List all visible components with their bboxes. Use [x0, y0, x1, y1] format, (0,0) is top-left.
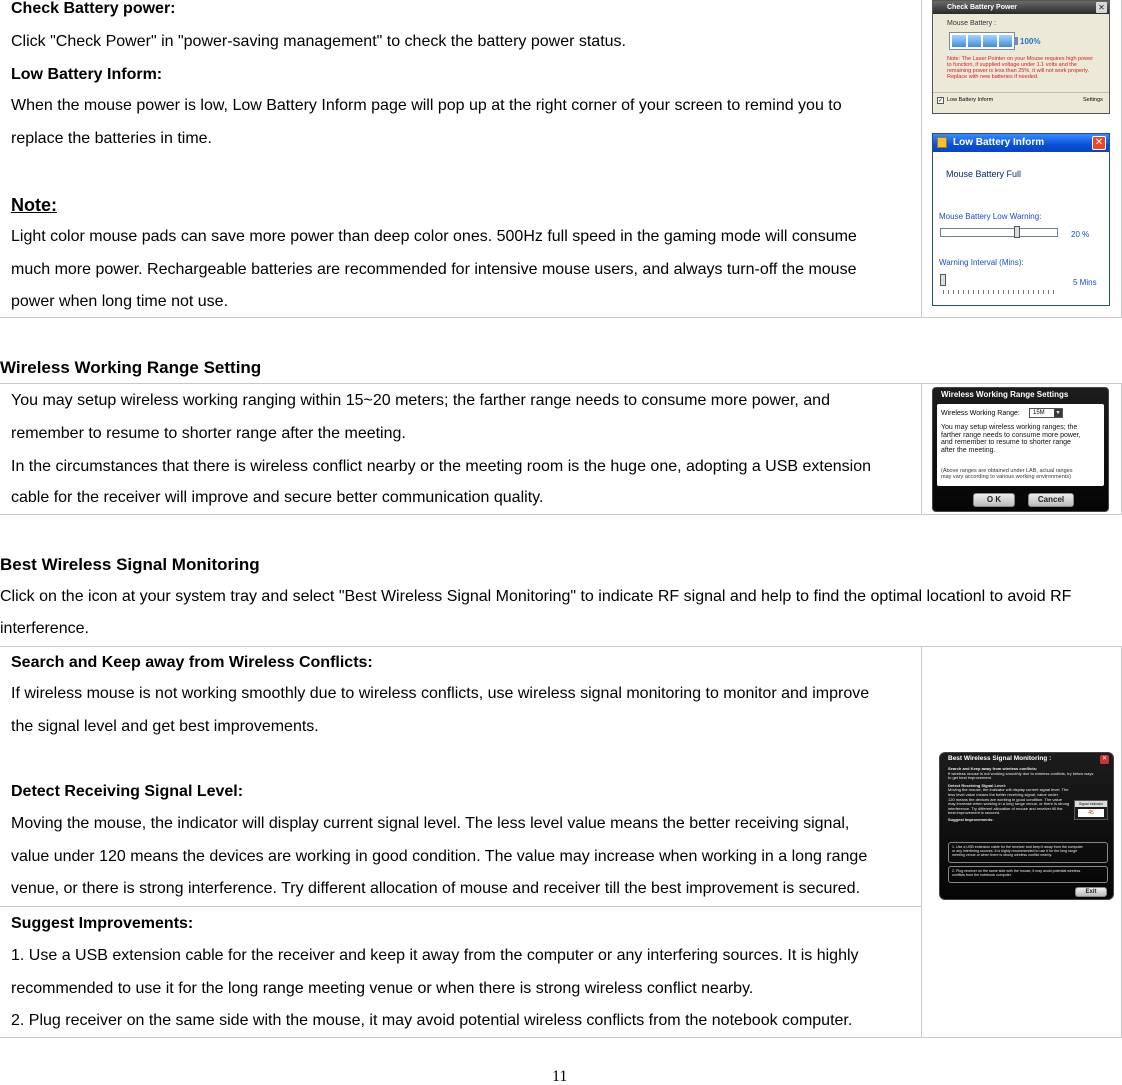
cancel-button[interactable]: Cancel [1028, 493, 1074, 507]
suggest-box [948, 842, 1108, 863]
range-text: remember to resume to shorter range after the meeting. [11, 425, 406, 442]
range-dialog [932, 387, 1109, 512]
suggest-text: recommended to use it for the long range meeting venue or when there is strong wireless conflict nearby. [11, 980, 754, 997]
check-battery-dialog [932, 0, 1110, 114]
suggest-text: 2. Plug receiver on the same side with the mouse, it may avoid potential wireless conflicts from the notebook computer. [11, 1012, 853, 1029]
check-battery-text: Click "Check Power" in "power-saving management" to check the battery power status. [11, 33, 626, 50]
table-divider [921, 0, 922, 318]
note-text: much more power. Rechargeable batteries are recommended for intensive mouse users, and always turn-off the mouse [11, 261, 857, 278]
range-dialog-footnote: (Above ranges are obtained under LAB, actual ranges [941, 468, 1073, 474]
signal-dialog-text: 2. Plug receiver on the same side with the mouse, it may avoid potential wireless [952, 869, 1081, 873]
note-heading: Note: [11, 195, 57, 215]
note-text: power when long time not use. [11, 293, 229, 310]
range-dialog-text: You may setup wireless working ranges; the [941, 424, 1078, 431]
signal-dialog-text: If wireless mouse is not working smoothly due to wireless conflicts, try below ways [948, 770, 1094, 776]
signal-dialog-text: 120 means the devices are working in good condition. The value [948, 796, 1062, 802]
signal-dialog-text: or any interfering sources. It is highly recommended to use it for the long range [952, 849, 1078, 854]
signal-intro: Click on the icon at your system tray and select "Best Wireless Signal Monitoring" to indicate RF signal and help to find the optimal locationl to avoid RF [0, 588, 1072, 605]
signal-dialog-heading: Suggest Improvements: [948, 816, 994, 822]
range-dialog-text: after the meeting. [941, 447, 996, 455]
low-battery-text: When the mouse power is low, Low Battery Inform page will pop up at the right corner of your screen to remind you to [11, 97, 842, 114]
table-border [0, 317, 1122, 318]
table-border [0, 383, 1122, 384]
signal-dialog-text: Moving the mouse, the indicator will display current signal level. The [948, 787, 1069, 793]
signal-dialog-text: best improvement is secured. [948, 810, 1001, 816]
signal-dialog-heading: Search and Keep away from wireless conflicts: [948, 766, 1038, 771]
battery-gauge [949, 32, 1015, 50]
dialog-title: Best Wireless Signal Monitoring : [948, 755, 1052, 762]
page-number: 11 [552, 1068, 568, 1085]
dialog-title: Low Battery Inform [953, 137, 1045, 148]
range-dialog-text: farther range needs to consume more power, [941, 431, 1081, 439]
indicator-value: 45 [1078, 809, 1104, 817]
signal-dialog-text: to get best improvement. [948, 775, 993, 781]
dialog-title: Check Battery Power [947, 4, 1018, 11]
note-text: Light color mouse pads can save more power than deep color ones. 500Hz full speed in the gaming mode will consume [11, 228, 857, 245]
table-border [0, 514, 1122, 515]
signal-intro: interference. [0, 620, 89, 637]
signal-heading: Best Wireless Signal Monitoring [0, 555, 260, 574]
dialog-title: Wireless Working Range Settings [941, 390, 1069, 399]
signal-dialog-text: meeting venue or when there is strong wireless conflict nearby. [952, 853, 1053, 858]
suggest-heading: Suggest Improvements: [11, 915, 194, 932]
signal-dialog-text: 1. Use a USB extension cable for the receiver and keep it away from the computer [952, 845, 1083, 849]
signal-dialog-text: less level value means the better receiving signal, value under [948, 791, 1059, 797]
indicator-label: Signal Indicator [1075, 801, 1107, 807]
suggest-text: 1. Use a USB extension cable for the receiver and keep it away from the computer or any interfering sources. It is highly [11, 947, 859, 964]
range-select-value: 15M [1033, 410, 1045, 416]
table-border [0, 906, 922, 907]
table-border [0, 1037, 1122, 1038]
signal-dialog-text: conflicts from the notebook computer. [952, 873, 1012, 878]
close-icon[interactable]: ✕ [1101, 756, 1108, 762]
signal-indicator [1074, 800, 1108, 820]
low-battery-checkbox[interactable]: ✓ [938, 98, 944, 104]
table-divider [921, 646, 922, 1038]
search-heading: Search and Keep away from Wireless Conflicts: [11, 654, 373, 671]
detect-text: Moving the mouse, the indicator will display current signal level. The less level value means the better receiving signal, [11, 815, 850, 832]
signal-dialog-text: may increase when working in a long range venue, or there is strong [948, 801, 1070, 807]
warning-slider[interactable] [940, 228, 1058, 237]
settings-link[interactable]: Settings [1083, 97, 1103, 103]
interval-value: 5 Mins [1073, 278, 1097, 287]
range-text: You may setup wireless working ranging within 15~20 meters; the farther range needs to consume more power, and [11, 392, 830, 409]
battery-percent: 100% [1020, 37, 1041, 46]
signal-dialog-text: interference. Try different allocation of mouse and receiver till the [948, 805, 1063, 811]
close-icon[interactable]: ✕ [1092, 136, 1106, 150]
warning-value: 20 % [1071, 230, 1090, 239]
range-dialog-text: and remember to resume to shorter range [941, 439, 1071, 447]
chevron-down-icon: ▼ [1055, 410, 1061, 416]
range-text: cable for the receiver will improve and secure better communication quality. [11, 489, 544, 506]
detect-text: venue, or there is strong interference. Try different allocation of mouse and receiver till the best improvement is secured. [11, 880, 861, 897]
low-battery-dialog [932, 133, 1110, 306]
battery-note: Note: The Laser Pointer on your Mouse requires high power [947, 56, 1094, 62]
battery-tip [1015, 37, 1018, 45]
warning-label: Mouse Battery Low Warning: [939, 212, 1042, 221]
battery-note: Replace with new batteries if needed. [947, 74, 1039, 81]
interval-slider[interactable] [940, 276, 1058, 283]
suggest-box [948, 866, 1108, 883]
checkbox-label: Low Battery Inform [947, 97, 994, 103]
detect-text: value under 120 means the devices are working in good condition. The value may increase when working in a long range [11, 848, 868, 865]
battery-note: to function, if supplied voltage under 1.1 volts and the [947, 62, 1077, 69]
battery-icon [937, 137, 947, 148]
table-border [0, 646, 1122, 647]
search-text: If wireless mouse is not working smoothly due to wireless conflicts, use wireless signal monitoring to monitor and improve [11, 685, 870, 702]
range-label: Wireless Working Range: [941, 410, 1020, 417]
range-text: In the circumstances that there is wireless conflict nearby or the meeting room is the huge one, adopting a USB extension [11, 458, 872, 475]
check-battery-heading: Check Battery power: [11, 0, 176, 17]
exit-button[interactable]: Exit [1075, 887, 1107, 897]
range-heading: Wireless Working Range Setting [0, 358, 262, 377]
battery-status: Mouse Battery Full [946, 169, 1022, 179]
search-text: the signal level and get best improvements. [11, 718, 319, 735]
range-dialog-footnote: may vary according to various working environments) [941, 474, 1071, 481]
battery-label: Mouse Battery : [947, 20, 997, 27]
low-battery-text: replace the batteries in time. [11, 130, 212, 147]
close-icon[interactable]: ✕ [1096, 2, 1107, 13]
signal-dialog-heading: Detect Receiving Signal Level: [948, 782, 1007, 788]
signal-dialog [939, 752, 1114, 900]
low-battery-heading: Low Battery Inform: [11, 66, 163, 83]
table-divider [921, 383, 922, 515]
battery-note: remaining power is less than 25%, it will not work properly. [947, 68, 1090, 75]
range-select[interactable] [1029, 408, 1063, 418]
detect-heading: Detect Receiving Signal Level: [11, 783, 244, 800]
ok-button[interactable]: O K [973, 493, 1015, 507]
interval-label: Warning Interval (Mins): [939, 258, 1024, 267]
